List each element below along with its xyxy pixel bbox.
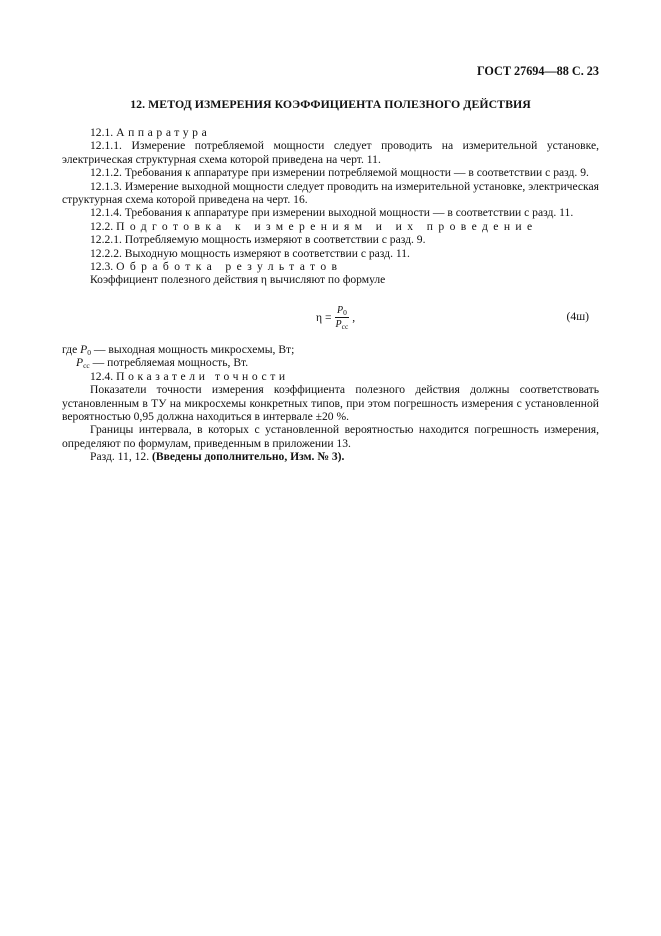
amendment-note: Разд. 11, 12. (Введены дополнительно, Изм. № 3).: [90, 450, 345, 464]
subsection-12-2-heading: 12.2. Подготовка к измерениям и их проведение: [90, 219, 538, 233]
formula-comma: ,: [352, 310, 356, 324]
fraction-numerator: $P_0$: [336, 304, 347, 317]
subsection-12-4-heading: 12.4. Показатели точности: [90, 369, 289, 383]
paragraph-12-1-3: 12.1.3. Измерение выходной мощности следует проводить на измерительной установке, электрическая структурная схема которой приведена на черт. 16.: [62, 179, 599, 207]
subsection-12-1-heading: 12.1. Аппаратура: [90, 126, 211, 139]
fraction-denominator: $P_{cc}$: [335, 318, 349, 331]
formula-block: [62, 287, 599, 343]
efficiency-formula: [316, 305, 355, 330]
equation-number: (4ш): [566, 309, 589, 323]
formula-lhs: η =: [316, 310, 332, 324]
section-title: 12. МЕТОД ИЗМЕРЕНИЯ КОЭФФИЦИЕНТА ПОЛЕЗНОГО ДЕЙСТВИЯ: [130, 97, 531, 111]
paragraph-bounds: Границы интервала, в которых с установленной вероятностью находится погрешность измерения, определяют по формулам, приведенным в приложении 13.: [62, 423, 599, 450]
formula-intro: Коэффициент полезного действия η вычисляют по формуле: [90, 273, 386, 287]
paragraph-12-1-1: 12.1.1. Измерение потребляемой мощности следует проводить на измерительной установке, электрическая структурная схема которой приведена на черт. 11.: [62, 139, 599, 166]
spaced-heading: Показатели точности: [116, 369, 289, 383]
paragraph-accuracy: Показатели точности измерения коэффициента полезного действия должны соответствовать установленным в ТУ на микросхемы конкретных типов, при этом погрешность измерения с установленной вероятностью 0,95 должна находиться в интервале ±20 %.: [62, 383, 599, 423]
paragraph-12-1-4: 12.1.4. Требования к аппаратуре при измерении выходной мощности — в соответствии с разд. 11.: [90, 206, 574, 220]
page-header: ГОСТ 27694—88 С. 23: [476, 64, 599, 78]
subsection-12-3-heading: 12.3. Обработка результатов: [90, 260, 343, 274]
formula-fraction: [334, 305, 351, 330]
spaced-heading: Аппаратура: [116, 126, 211, 139]
document-body: [62, 126, 599, 464]
paragraph-12-1-2: 12.1.2. Требования к аппаратуре при измерении потребляемой мощности — в соответствии с разд. 9.: [90, 166, 589, 180]
document-page: [62, 0, 599, 936]
spaced-heading: Подготовка к измерениям и их проведение: [116, 219, 538, 233]
where-p0: где $P_0$ — выходная мощность микросхемы, Вт;: [62, 342, 295, 357]
paragraph-12-2-1: 12.2.1. Потребляемую мощность измеряют в соответствии с разд. 9.: [90, 233, 426, 247]
spaced-heading: Обработка результатов: [116, 260, 343, 274]
where-pcc: $P_{cc}$ — потребляемая мощность, Вт.: [76, 356, 249, 371]
paragraph-12-2-2: 12.2.2. Выходную мощность измеряют в соответствии с разд. 11.: [90, 246, 410, 260]
